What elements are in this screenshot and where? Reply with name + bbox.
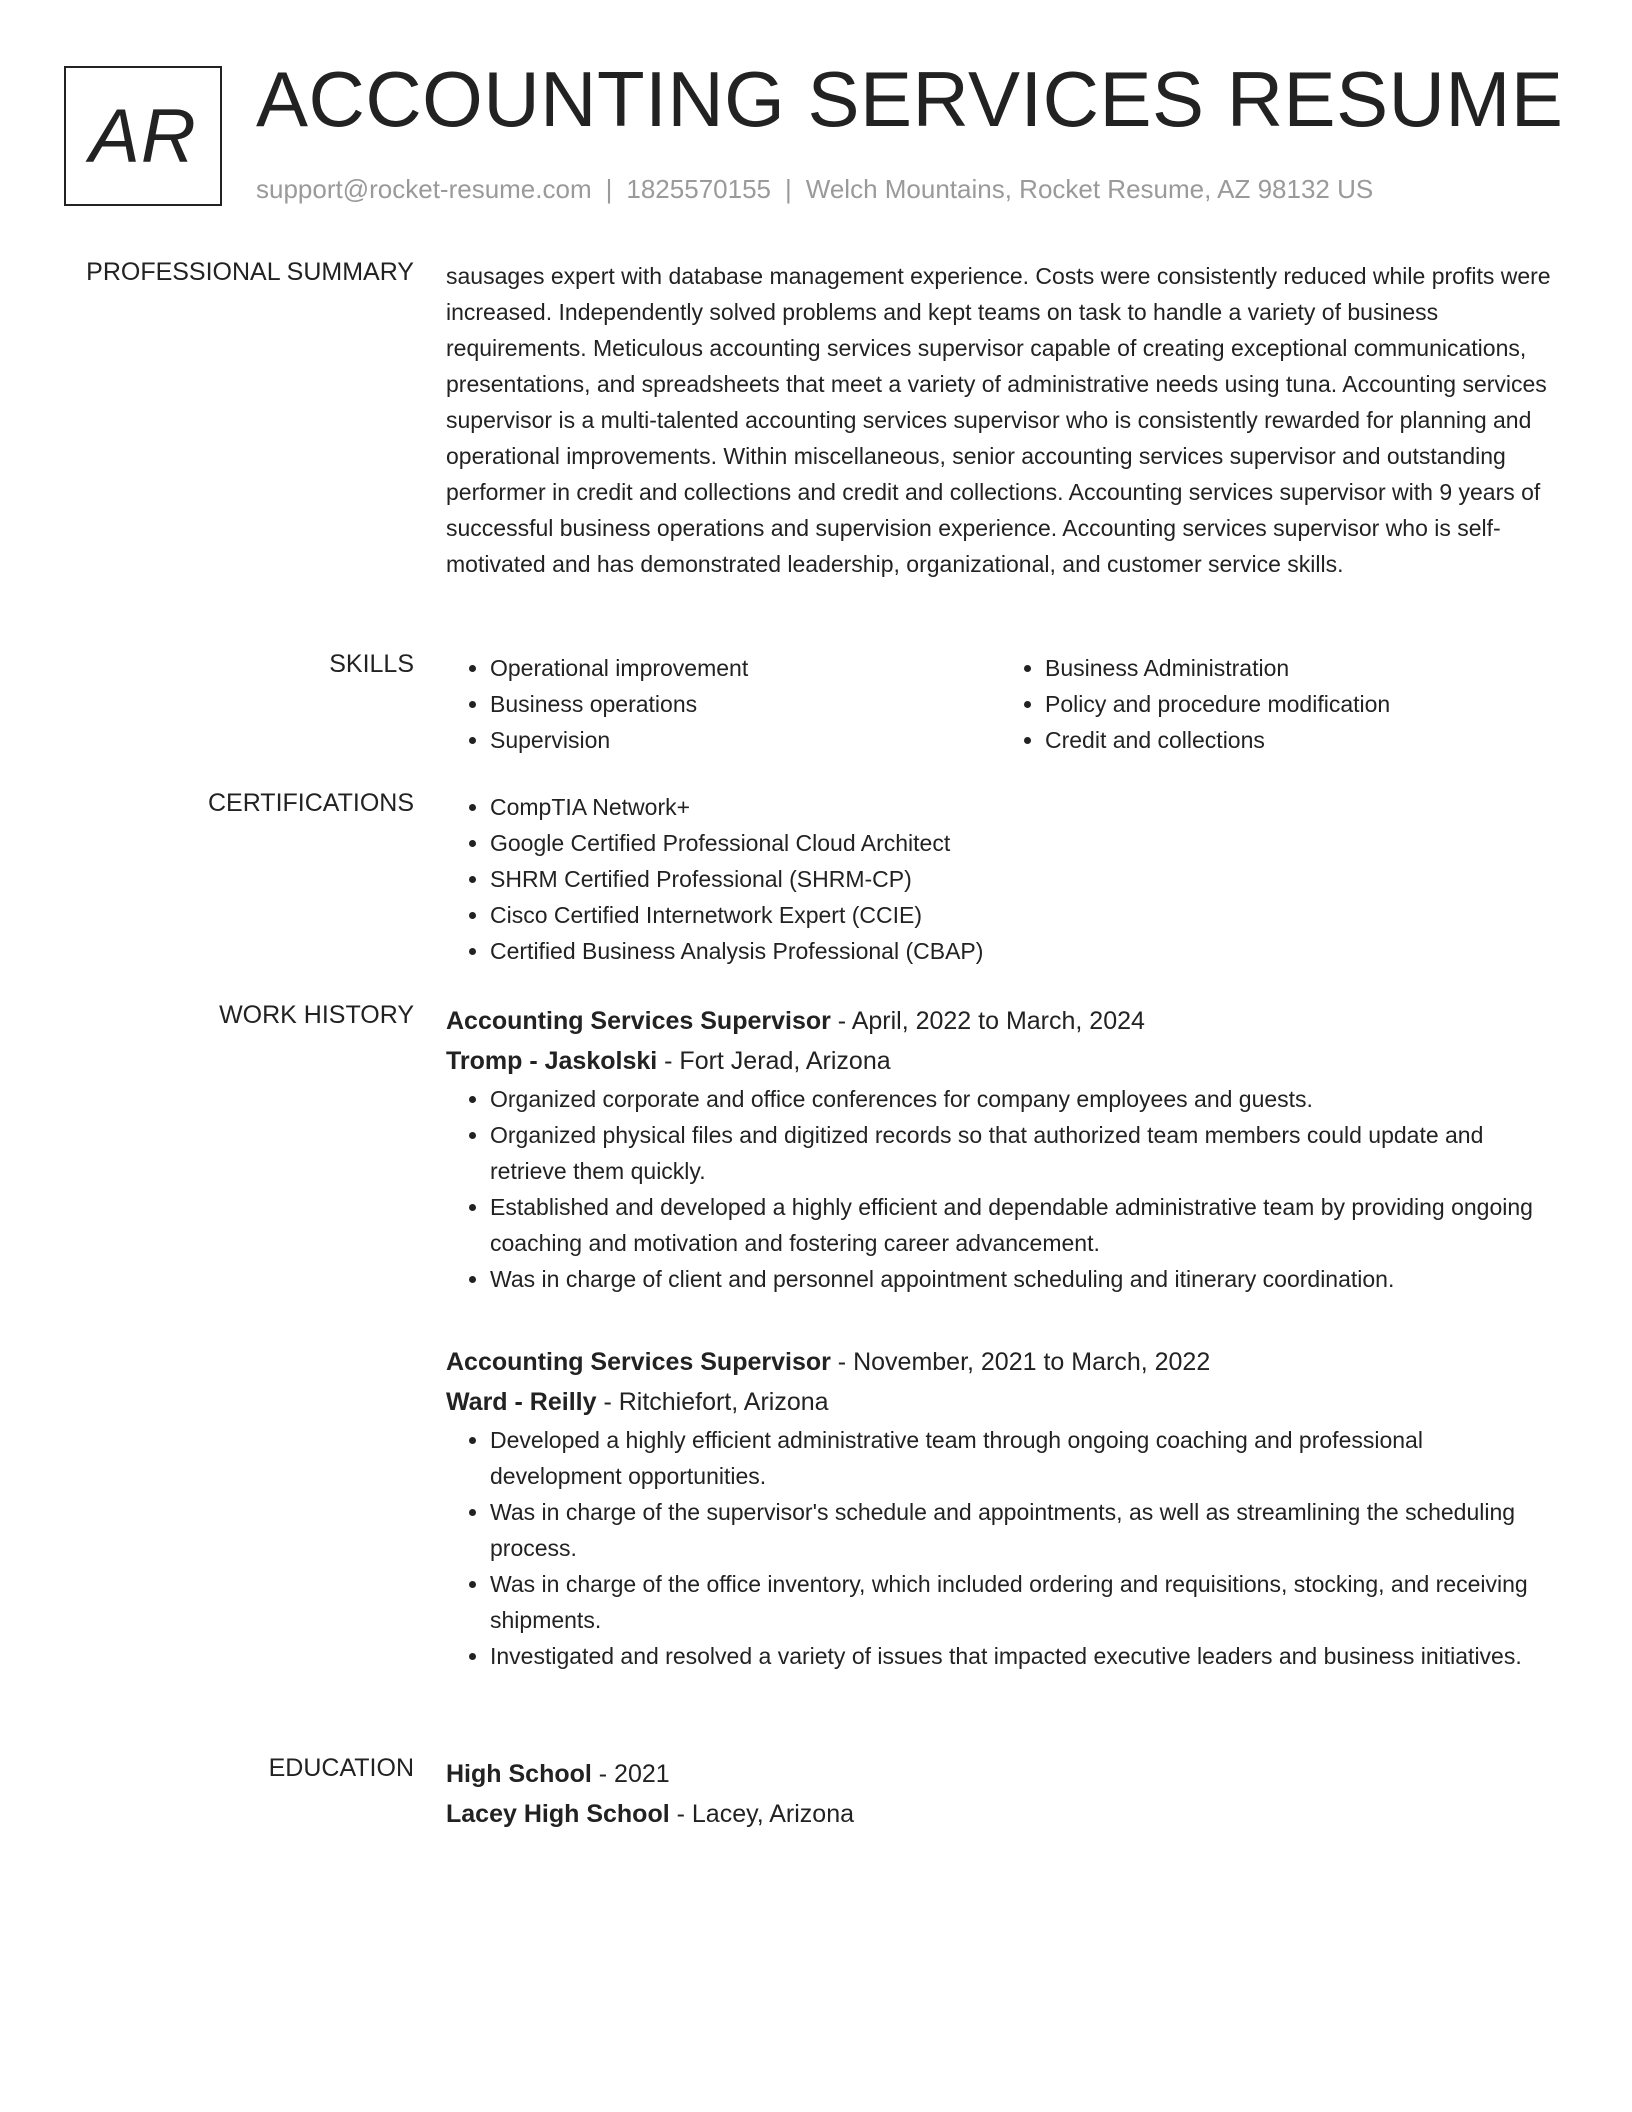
- contact-separator: |: [605, 174, 613, 204]
- education-body: [446, 1754, 1556, 1834]
- contact-phone: 1825570155: [626, 174, 771, 204]
- certification-item: • CompTIA Network+: [490, 789, 1556, 825]
- work-history-body: [446, 1001, 1556, 1297]
- work-history-label: WORK HISTORY: [219, 1001, 414, 1029]
- education-school-line: [446, 1794, 1556, 1834]
- skill-item: • Policy and procedure modification: [1045, 686, 1556, 722]
- job-title: Accounting Services Supervisor: [446, 1007, 831, 1035]
- skills-grid: [446, 650, 1556, 758]
- job-entry: [446, 1342, 1556, 1674]
- monogram-logo: AR: [64, 66, 222, 206]
- certifications-label: CERTIFICATIONS: [207, 789, 414, 817]
- job-bullet: • Was in charge of client and personnel appointment scheduling and itinerary coordination.: [490, 1261, 1556, 1297]
- job-location: - Fort Jerad, Arizona: [657, 1047, 891, 1075]
- education-label: EDUCATION: [268, 1754, 414, 1782]
- certification-item: • Certified Business Analysis Professional (CBAP): [490, 933, 1556, 969]
- job-title-line: [446, 1001, 1556, 1041]
- certification-item: • SHRM Certified Professional (SHRM-CP): [490, 861, 1556, 897]
- job-bullets: [446, 1081, 1556, 1297]
- skill-item: • Operational improvement: [490, 650, 1001, 686]
- education-location: - Lacey, Arizona: [669, 1800, 855, 1828]
- job-company-line: [446, 1382, 1556, 1422]
- job-title-line: [446, 1342, 1556, 1382]
- certification-item: • Google Certified Professional Cloud Architect: [490, 825, 1556, 861]
- skill-item: • Business Administration: [1045, 650, 1556, 686]
- contact-line: [256, 174, 1373, 205]
- job-company: Ward - Reilly: [446, 1388, 597, 1416]
- skills-list-left: [446, 650, 1001, 758]
- skill-item: • Supervision: [490, 722, 1001, 758]
- education-year: - 2021: [591, 1760, 670, 1788]
- job-bullet: • Organized physical files and digitized records so that authorized team members could update and retrieve them quickly.: [490, 1117, 1556, 1189]
- certifications-body: [446, 789, 1556, 969]
- work-history-body-2: [446, 1342, 1556, 1674]
- certification-item: • Cisco Certified Internetwork Expert (CCIE): [490, 897, 1556, 933]
- job-bullets: [446, 1422, 1556, 1674]
- job-bullet: • Organized corporate and office conferences for company employees and guests.: [490, 1081, 1556, 1117]
- certifications-list: [446, 789, 1556, 969]
- job-bullet: • Was in charge of the supervisor's schedule and appointments, as well as streamlining the scheduling process.: [490, 1494, 1556, 1566]
- resume-title: ACCOUNTING SERVICES RESUME: [256, 55, 1564, 143]
- summary-label: PROFESSIONAL SUMMARY: [86, 258, 414, 286]
- skill-item: • Business operations: [490, 686, 1001, 722]
- education-degree-line: [446, 1754, 1556, 1794]
- job-bullet: • Investigated and resolved a variety of issues that impacted executive leaders and business initiatives.: [490, 1638, 1556, 1674]
- contact-email: support@rocket-resume.com: [256, 174, 592, 204]
- job-bullet: • Was in charge of the office inventory, which included ordering and requisitions, stocking, and receiving shipments.: [490, 1566, 1556, 1638]
- job-dates: - April, 2022 to March, 2024: [830, 1007, 1145, 1035]
- summary-text: sausages expert with database management experience. Costs were consistently reduced while profits were increased. Independently solved problems and kept teams on task to handle a variety of business requirements. Meticulous accounting services supervisor capable of creating exceptional communications, presentations, and spreadsheets that meet a variety of administrative needs using tuna. Accounting services supervisor is a multi-talented accounting services supervisor who is consistently rewarded for planning and operational improvements. Within miscellaneous, senior accounting services supervisor and outstanding performer in credit and collections and credit and collections. Accounting services supervisor with 9 years of successful business operations and supervision experience. Accounting services supervisor who is self-motivated and has demonstrated leadership, organizational, and customer service skills.: [446, 263, 1551, 577]
- job-title: Accounting Services Supervisor: [446, 1348, 831, 1376]
- job-bullet: • Developed a highly efficient administrative team through ongoing coaching and professional development opportunities.: [490, 1422, 1556, 1494]
- contact-separator: |: [785, 174, 792, 204]
- job-location: - Ritchiefort, Arizona: [596, 1388, 829, 1416]
- skills-list-right: [1001, 650, 1556, 758]
- education-degree: High School: [446, 1760, 592, 1788]
- education-school: Lacey High School: [446, 1800, 670, 1828]
- contact-address: Welch Mountains, Rocket Resume, AZ 98132 US: [805, 174, 1374, 204]
- job-dates: - November, 2021 to March, 2022: [830, 1348, 1211, 1376]
- skills-body: [446, 650, 1556, 758]
- job-entry: [446, 1001, 1556, 1297]
- job-bullet: • Established and developed a highly efficient and dependable administrative team by providing ongoing coaching and motivation and fostering career advancement.: [490, 1189, 1556, 1261]
- job-company-line: [446, 1041, 1556, 1081]
- summary-body: [446, 258, 1556, 582]
- job-company: Tromp - Jaskolski: [446, 1047, 658, 1075]
- skills-label: SKILLS: [329, 650, 414, 678]
- skill-item: • Credit and collections: [1045, 722, 1556, 758]
